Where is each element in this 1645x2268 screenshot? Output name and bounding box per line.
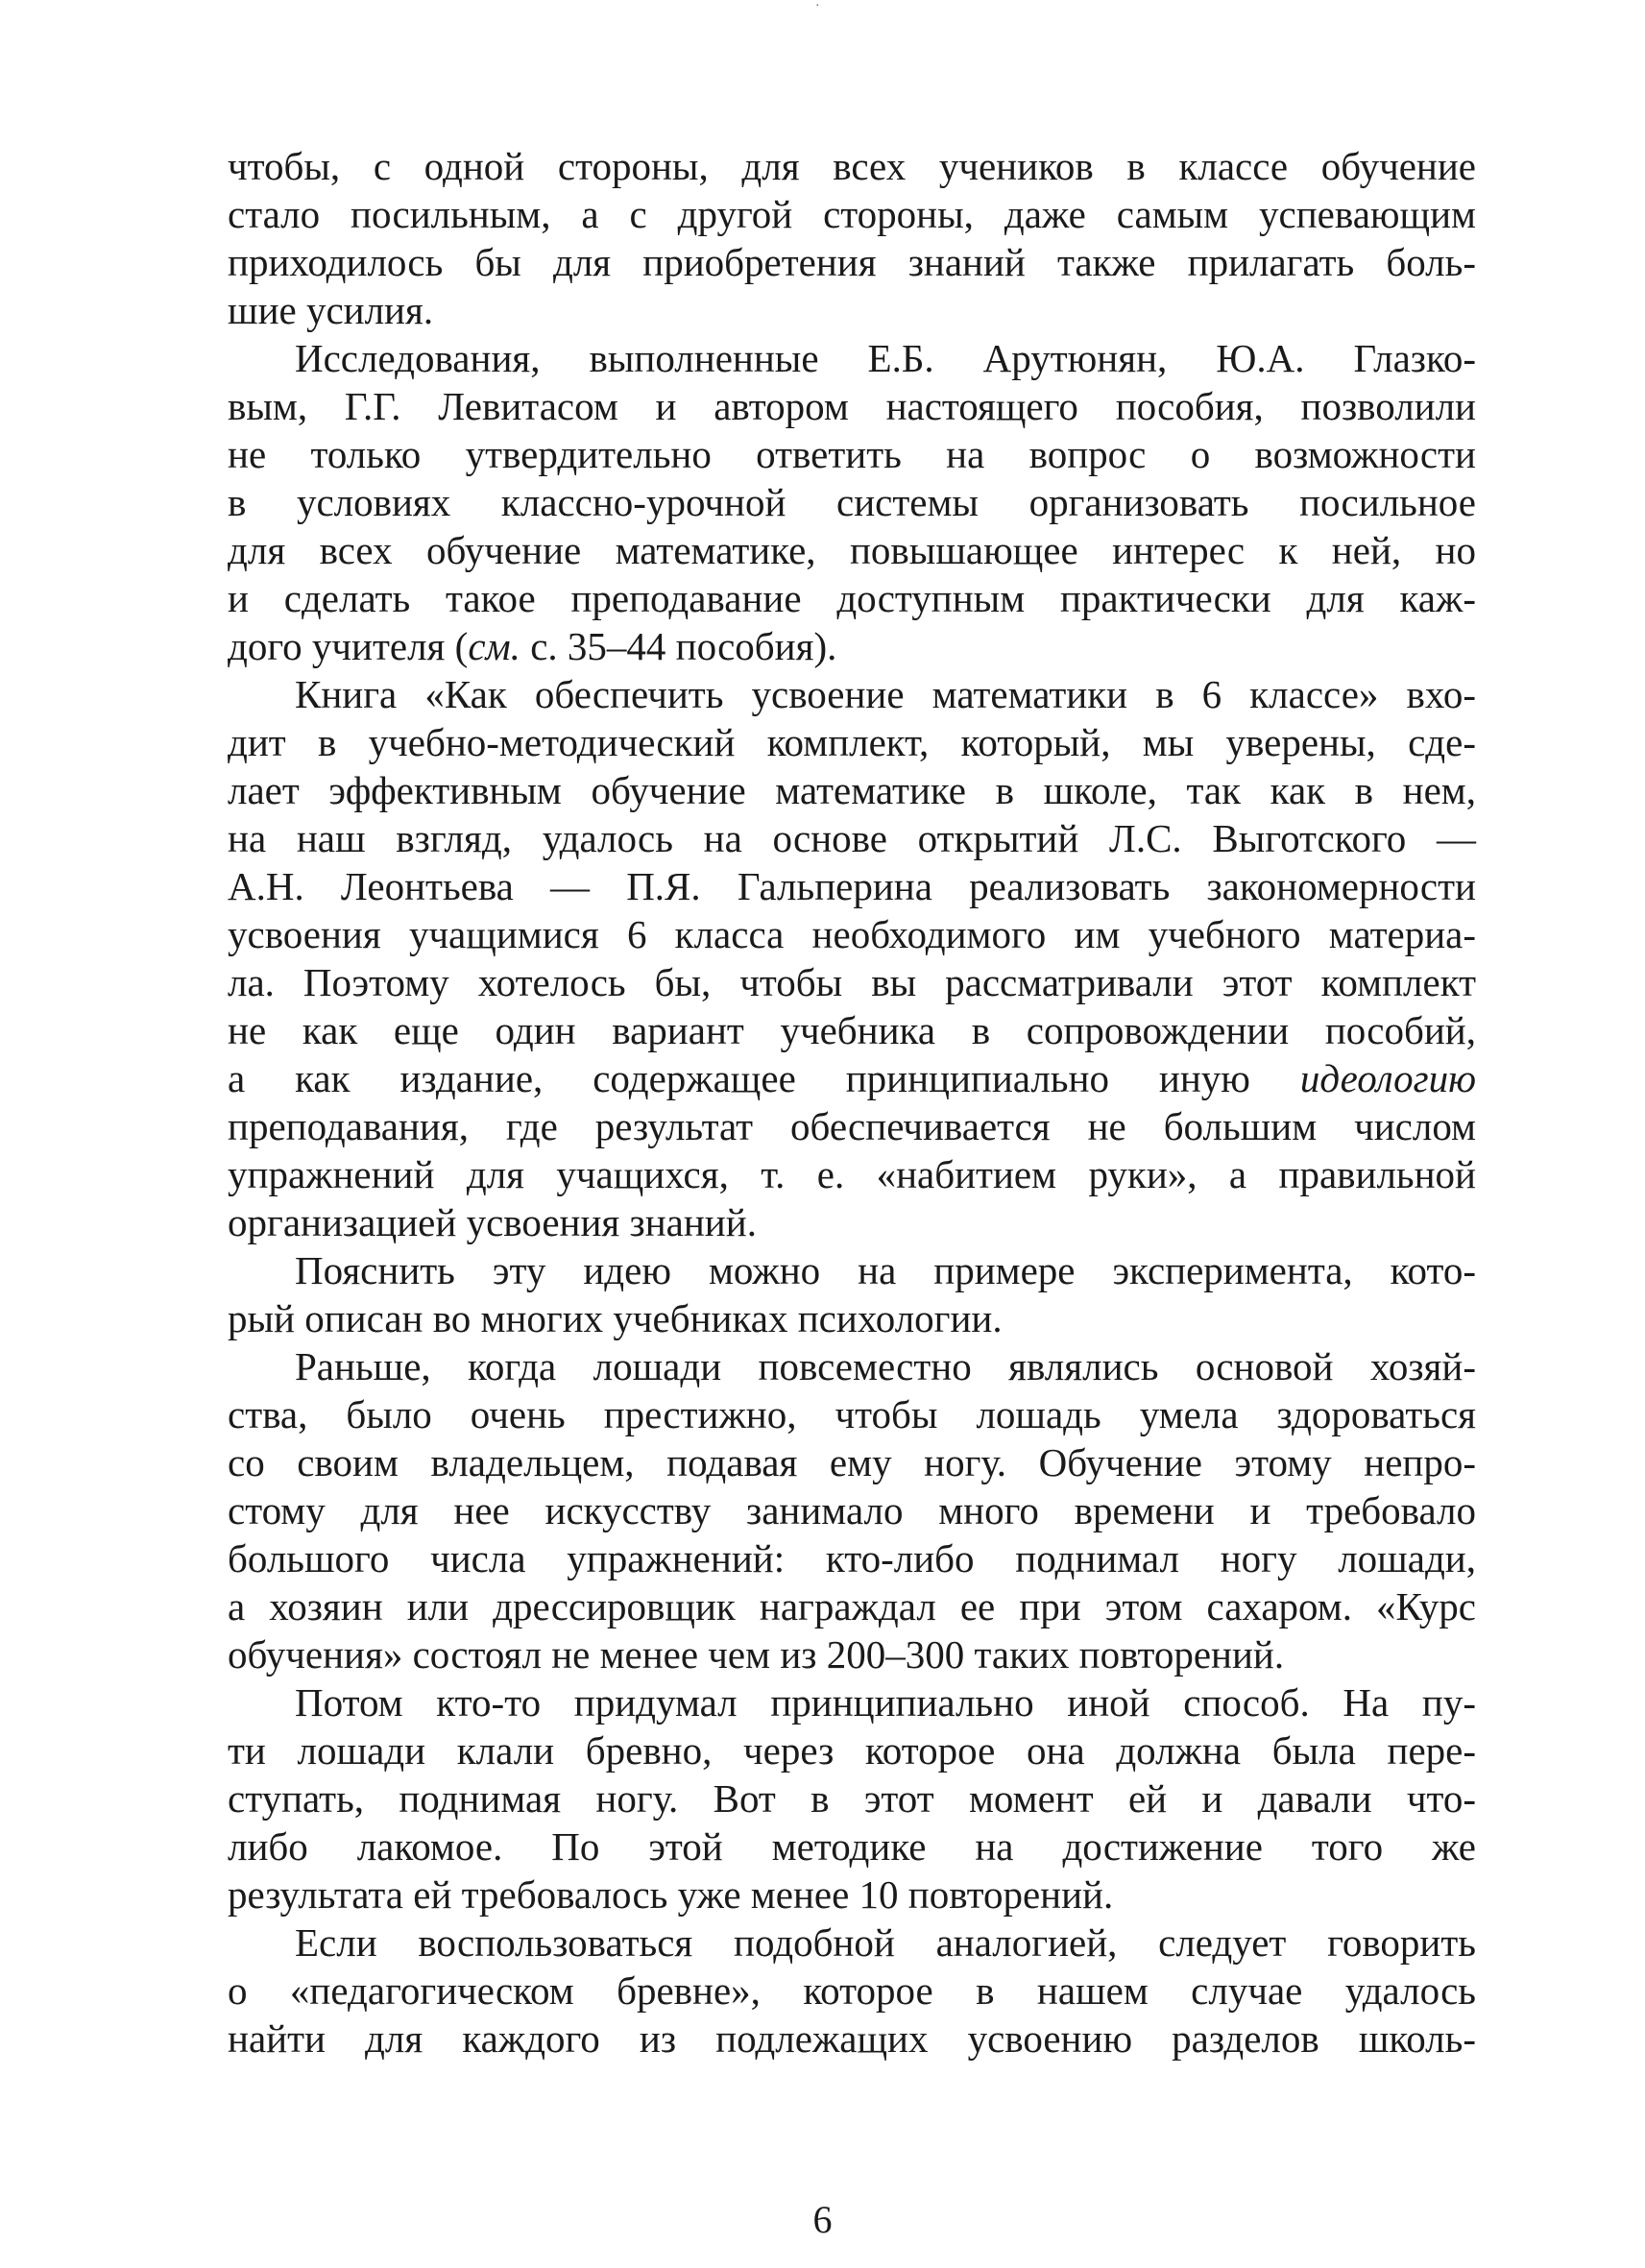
text-line: ти лошади клали бревно, через которое она должна была пере-	[228, 1728, 1476, 1773]
paragraph-p7	[228, 1918, 1476, 2063]
text-line: лает эффективным обучение математике в школе, так как в нем,	[228, 768, 1476, 812]
text-line: ства, было очень престижно, чтобы лошадь умела здороваться	[228, 1392, 1476, 1436]
text-line: в условиях классно-урочной системы организовать посильное	[228, 480, 1476, 524]
text-line: приходилось бы для приобретения знаний также прилагать боль-	[228, 240, 1476, 284]
text-line: усвоения учащимися 6 класса необходимого им учебного материа-	[228, 912, 1476, 956]
text-line: на наш взгляд, удалось на основе открытий Л.С. Выготского —	[228, 816, 1476, 860]
text-line: не как еще один вариант учебника в сопровождении пособий,	[228, 1008, 1476, 1052]
text-line: со своим владельцем, подавая ему ногу. Обучение этому непро-	[228, 1440, 1476, 1484]
paragraph-p3	[228, 670, 1476, 1246]
text-line: ступать, поднимая ногу. Вот в этот момент ей и давали что-	[228, 1776, 1476, 1821]
text-line: Раньше, когда лошади повсеместно являлись основой хозяй-	[295, 1344, 1476, 1388]
paragraph-p5	[228, 1342, 1476, 1678]
text-line: не только утвердительно ответить на вопрос о возможности	[228, 432, 1476, 476]
text-line: Потом кто-то придумал принципиально иной способ. На пу-	[295, 1680, 1476, 1725]
text-line: найти для каждого из подлежащих усвоению разделов школь-	[228, 2016, 1476, 2061]
italic-term: см.	[468, 624, 520, 668]
text-line: Книга «Как обеспечить усвоение математики в 6 классе» вхо-	[295, 672, 1476, 716]
text-line: рый описан во многих учебниках психологии.	[228, 1296, 1003, 1340]
text-line: преподавания, где результат обеспечивается не большим числом	[228, 1104, 1476, 1148]
text-line: о «педагогическом бревне», которое в нашем случае удалось	[228, 1968, 1476, 2013]
text-line: шие усилия.	[228, 288, 434, 332]
text-line: Пояснить эту идею можно на примере эксперимента, кото-	[295, 1248, 1476, 1292]
top-edge-mark: ·	[815, 0, 820, 13]
text-line: либо лакомое. По этой методике на достижение того же	[228, 1824, 1476, 1869]
text-line: дого учителя (см. с. 35–44 пособия).	[228, 624, 837, 668]
italic-term: идеологию	[1299, 1056, 1476, 1100]
paragraph-p4	[228, 1246, 1476, 1342]
text-line: стому для нее искусству занимало много времени и требовало	[228, 1488, 1476, 1532]
paragraph-p1	[228, 142, 1476, 334]
text-line: вым, Г.Г. Левитасом и автором настоящего пособия, позволили	[228, 384, 1476, 428]
text-line: Исследования, выполненные Е.Б. Арутюнян, Ю.А. Глазко-	[295, 336, 1476, 380]
text-line: и сделать такое преподавание доступным практически для каж-	[228, 576, 1476, 620]
paragraph-p2	[228, 334, 1476, 670]
text-line: а хозяин или дрессировщик награждал ее при этом сахаром. «Курс	[228, 1584, 1476, 1629]
page-number: 6	[812, 2198, 833, 2241]
body-text	[228, 142, 1476, 2063]
text-line: а как издание, содержащее принципиально иную идеологию	[228, 1056, 1476, 1100]
text-line: обучения» состоял не менее чем из 200–300 таких повторений.	[228, 1632, 1285, 1677]
text-line: ла. Поэтому хотелось бы, чтобы вы рассматривали этот комплект	[228, 960, 1476, 1004]
text-line: результата ей требовалось уже менее 10 повторений.	[228, 1872, 1114, 1917]
text-line: дит в учебно-методический комплект, который, мы уверены, сде-	[228, 720, 1476, 764]
text-line: А.Н. Леонтьева — П.Я. Гальперина реализовать закономерности	[228, 864, 1476, 908]
text-line: большого числа упражнений: кто-либо поднимал ногу лошади,	[228, 1536, 1476, 1580]
paragraph-p6	[228, 1678, 1476, 1918]
text-line: организацией усвоения знаний.	[228, 1200, 757, 1244]
text-line: чтобы, с одной стороны, для всех учеников в классе обучение	[228, 144, 1476, 188]
text-line: стало посильным, а с другой стороны, даже самым успевающим	[228, 192, 1476, 236]
text-line: Если воспользоваться подобной аналогией, следует говорить	[295, 1920, 1476, 1965]
text-line: для всех обучение математике, повышающее интерес к ней, но	[228, 528, 1476, 572]
text-line: упражнений для учащихся, т. е. «набитием руки», а правильной	[228, 1152, 1476, 1196]
